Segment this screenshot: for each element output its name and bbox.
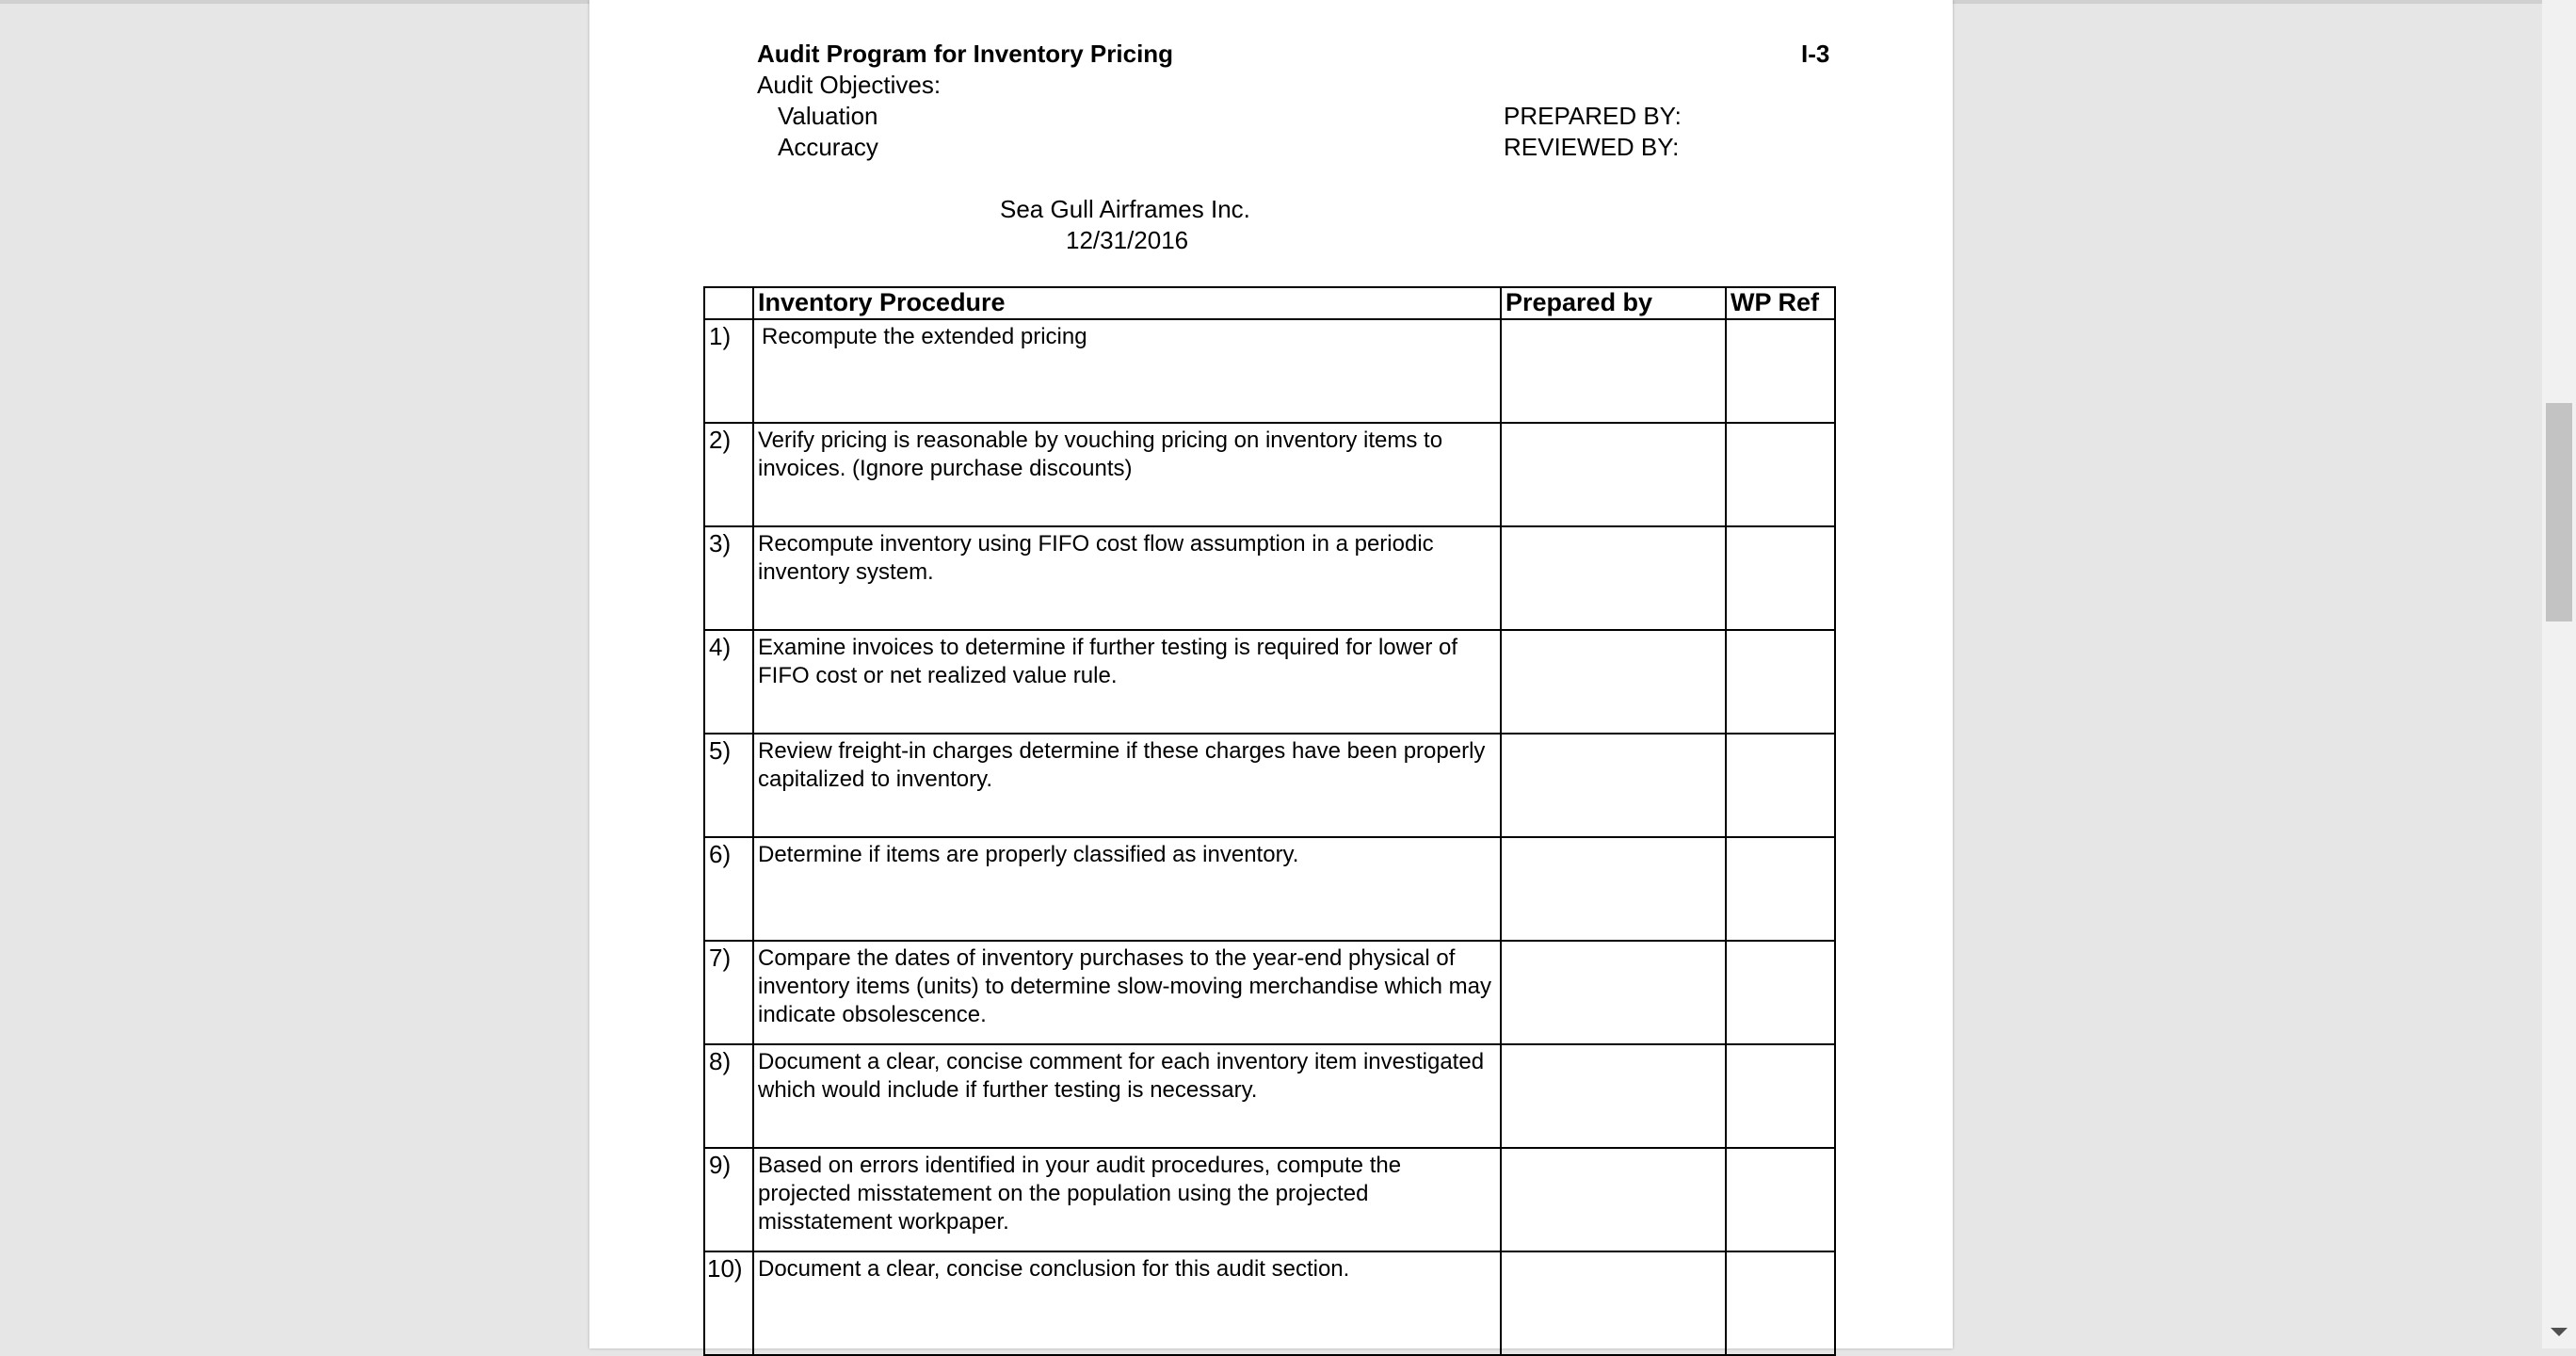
prepared-by-cell[interactable] <box>1501 526 1726 630</box>
table-header-row <box>704 287 1835 319</box>
objective-accuracy: Accuracy <box>778 133 878 161</box>
table-row <box>704 526 1835 630</box>
table-row <box>704 423 1835 526</box>
row-number: 10) <box>704 1251 753 1355</box>
wp-ref-cell[interactable] <box>1726 319 1835 423</box>
prepared-by-cell[interactable] <box>1501 837 1726 941</box>
row-number: 1) <box>704 319 753 423</box>
prepared-by-cell[interactable] <box>1501 734 1726 837</box>
procedure-text: Examine invoices to determine if further testing is required for lower of FIFO cost or net realized value rule. <box>753 630 1501 734</box>
header-wp-ref: WP Ref <box>1726 287 1835 319</box>
prepared-by-cell[interactable] <box>1501 423 1726 526</box>
row-number: 5) <box>704 734 753 837</box>
row-number: 4) <box>704 630 753 734</box>
document-title: Audit Program for Inventory Pricing <box>757 40 1174 68</box>
procedure-text: Review freight-in charges determine if these charges have been properly capitalized to inventory. <box>753 734 1501 837</box>
table-row <box>704 837 1835 941</box>
wp-ref-cell[interactable] <box>1726 1044 1835 1148</box>
row-number: 7) <box>704 941 753 1044</box>
objectives-label: Audit Objectives: <box>757 71 942 99</box>
table-row <box>704 1044 1835 1148</box>
row-number: 3) <box>704 526 753 630</box>
table-row <box>704 630 1835 734</box>
prepared-by-label: PREPARED BY: <box>1504 102 1682 130</box>
wp-ref-cell[interactable] <box>1726 941 1835 1044</box>
table-row <box>704 1148 1835 1251</box>
table-row <box>704 1251 1835 1355</box>
table-row <box>704 734 1835 837</box>
reviewed-by-label: REVIEWED BY: <box>1504 133 1680 161</box>
scroll-down-arrow-icon[interactable] <box>2551 1328 2568 1336</box>
wp-ref-cell[interactable] <box>1726 630 1835 734</box>
objective-valuation: Valuation <box>778 102 878 130</box>
procedure-table <box>703 286 1836 1356</box>
procedure-text: Based on errors identified in your audit procedures, compute the projected misstatement on the population using the projected misstatement workpaper. <box>753 1148 1501 1251</box>
header-procedure: Inventory Procedure <box>753 287 1501 319</box>
row-number: 2) <box>704 423 753 526</box>
wp-ref-cell[interactable] <box>1726 1251 1835 1355</box>
procedure-text: Compare the dates of inventory purchases to the year-end physical of inventory items (units) to determine slow-moving merchandise which may indicate obsolescence. <box>753 941 1501 1044</box>
scrollbar-thumb[interactable] <box>2546 403 2572 622</box>
table-row <box>704 941 1835 1044</box>
company-name: Sea Gull Airframes Inc. <box>1000 195 1250 223</box>
procedure-text: Recompute the extended pricing <box>753 319 1501 423</box>
prepared-by-cell[interactable] <box>1501 1251 1726 1355</box>
wp-ref-cell[interactable] <box>1726 1148 1835 1251</box>
prepared-by-cell[interactable] <box>1501 941 1726 1044</box>
row-number: 9) <box>704 1148 753 1251</box>
vertical-scrollbar[interactable] <box>2542 0 2576 1348</box>
prepared-by-cell[interactable] <box>1501 319 1726 423</box>
procedure-text: Document a clear, concise conclusion for this audit section. <box>753 1251 1501 1355</box>
row-number: 8) <box>704 1044 753 1148</box>
wp-ref-cell[interactable] <box>1726 423 1835 526</box>
row-number: 6) <box>704 837 753 941</box>
procedure-text: Recompute inventory using FIFO cost flow assumption in a periodic inventory system. <box>753 526 1501 630</box>
document-code: I-3 <box>1801 40 1830 68</box>
header-number-cell <box>704 287 753 319</box>
procedure-text: Determine if items are properly classified as inventory. <box>753 837 1501 941</box>
wp-ref-cell[interactable] <box>1726 734 1835 837</box>
prepared-by-cell[interactable] <box>1501 1148 1726 1251</box>
procedure-text: Document a clear, concise comment for each inventory item investigated which would include if further testing is necessary. <box>753 1044 1501 1148</box>
wp-ref-cell[interactable] <box>1726 837 1835 941</box>
prepared-by-cell[interactable] <box>1501 1044 1726 1148</box>
prepared-by-cell[interactable] <box>1501 630 1726 734</box>
wp-ref-cell[interactable] <box>1726 526 1835 630</box>
table-row <box>704 319 1835 423</box>
report-date: 12/31/2016 <box>1066 226 1189 254</box>
procedure-text: Verify pricing is reasonable by vouching pricing on inventory items to invoices. (Ignore purchase discounts) <box>753 423 1501 526</box>
document-page <box>589 0 1953 1348</box>
header-prepared-by: Prepared by <box>1501 287 1726 319</box>
